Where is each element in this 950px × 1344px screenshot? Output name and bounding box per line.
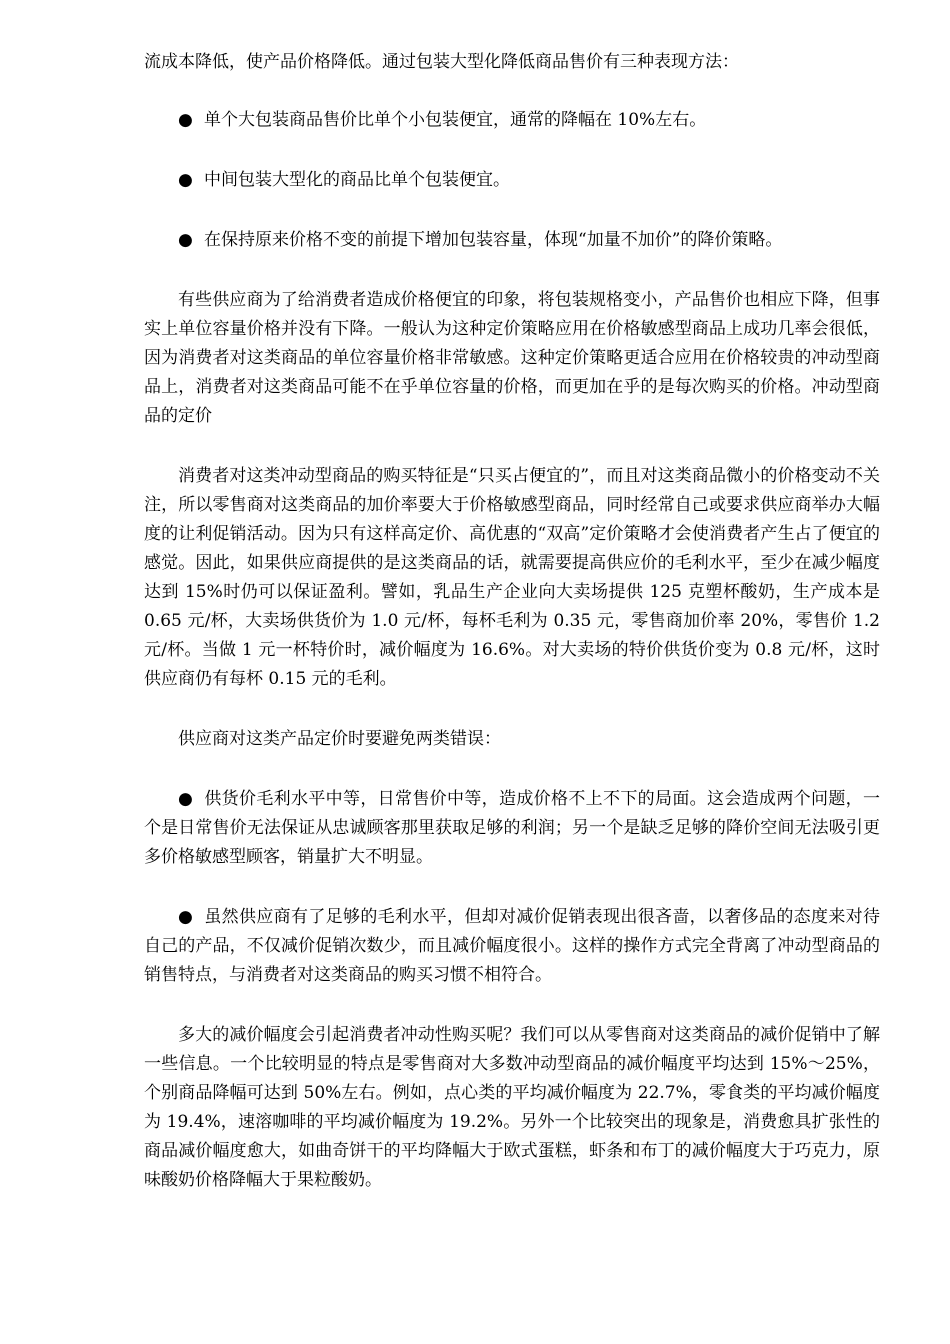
bullet-icon: ● xyxy=(178,230,193,250)
bullet-text: 单个大包装商品售价比单个小包装便宜，通常的降幅在 10%左右。 xyxy=(204,110,707,130)
paragraph-package-size: 有些供应商为了给消费者造成价格便宜的印象，将包装规格变小，产品售价也相应下降，但事实上单位容量价格并没有下降。一般认为这种定价策略应用在价格敏感型商品上成功几率会很低，因为消费者对这类商品的单位容量价格非常敏感。这种定价策略更适合应用在价格较贵的冲动型商品上，消费者对这类商品可能不在乎单位容量的价格，而更加在乎的是每次购买的价格。冲动型商品的定价 xyxy=(144,290,880,426)
paragraph-discount-range: 多大的减价幅度会引起消费者冲动性购买呢？我们可以从零售商对这类商品的减价促销中了解一些信息。一个比较明显的特点是零售商对大多数冲动型商品的减价幅度平均达到 15%～25%，个别商品降幅可达到 50%左右。例如，点心类的平均减价幅度为 22.7%，零食类的平均减价幅度为 19.4%，速溶咖啡的平均减价幅度为 19.2%。另外一个比较突出的现象是，消费愈具扩张性的商品减价幅度愈大，如曲奇饼干的平均降幅大于欧式蛋糕，虾条和布丁的减价幅度大于巧克力，原味酸奶价格降幅大于果粒酸奶。 xyxy=(144,1025,880,1190)
bullet-text: 中间包装大型化的商品比单个包装便宜。 xyxy=(204,170,510,190)
bullet-icon: ● xyxy=(178,170,193,190)
bullet-item-1 xyxy=(144,106,880,135)
paragraph-two-errors: 供应商对这类产品定价时要避免两类错误： xyxy=(178,729,501,749)
paragraph-impulse-goods: 消费者对这类冲动型商品的购买特征是“只买占便宜的”，而且对这类商品微小的价格变动不关注，所以零售商对这类商品的加价率要大于价格敏感型商品，同时经常自己或要求供应商举办大幅度的让利促销活动。因为只有这样高定价、高优惠的“双高”定价策略才会使消费者产生占了便宜的感觉。因此，如果供应商提供的是这类商品的话，就需要提高供应价的毛利水平，至少在减少幅度达到 15%时仍可以保证盈利。譬如，乳品生产企业向大卖场提供 125 克塑杯酸奶，生产成本是 0.65 元/杯，大卖场供货价为 1.0 元/杯，每杯毛利为 0.35 元，零售商加价率 20%，零售价 1.2 元/杯。当做 1 元一杯特价时，减价幅度为 16.6%。对大卖场的特价供货价变为 0.8 元/杯，这时供应商仍有每杯 0.15 元的毛利。 xyxy=(144,466,880,689)
bullet-item-5 xyxy=(144,903,880,990)
bullet-icon: ● xyxy=(178,789,193,809)
bullet-text: 虽然供应商有了足够的毛利水平，但却对减价促销表现出很吝啬，以奢侈品的态度来对待自己的产品，不仅减价促销次数少，而且减价幅度很小。这样的操作方式完全背离了冲动型商品的销售特点，与消费者对这类商品的购买习惯不相符合。 xyxy=(144,907,880,985)
bullet-item-3 xyxy=(144,226,880,255)
bullet-text: 在保持原来价格不变的前提下增加包装容量，体现“加量不加价”的降价策略。 xyxy=(204,230,783,250)
document-page xyxy=(144,48,880,1226)
paragraph-intro: 流成本降低，使产品价格降低。通过包装大型化降低商品售价有三种表现方法： xyxy=(144,52,739,72)
bullet-icon: ● xyxy=(178,110,193,130)
bullet-item-4 xyxy=(144,785,880,872)
bullet-item-2 xyxy=(144,166,880,195)
bullet-icon: ● xyxy=(178,907,193,927)
bullet-text: 供货价毛利水平中等，日常售价中等，造成价格不上不下的局面。这会造成两个问题，一个是日常售价无法保证从忠诚顾客那里获取足够的利润；另一个是缺乏足够的降价空间无法吸引更多价格敏感型顾客，销量扩大不明显。 xyxy=(144,789,880,867)
